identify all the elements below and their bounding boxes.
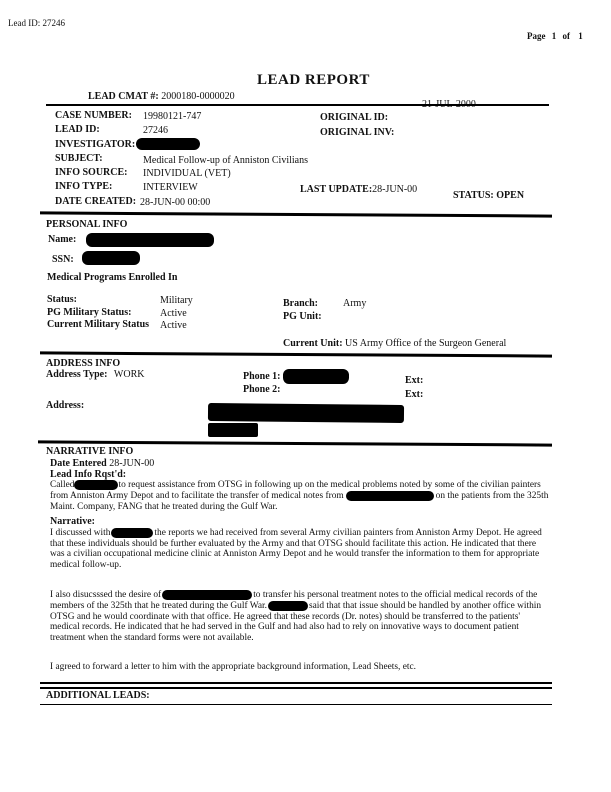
additional-rule-2 — [40, 687, 552, 689]
ssn-label: SSN: — [52, 254, 74, 265]
status-label: STATUS: — [453, 190, 494, 201]
personal-rule — [40, 211, 552, 217]
original-inv-label: ORIGINAL INV: — [320, 127, 395, 138]
redaction-ssn — [82, 251, 140, 265]
page-indicator — [527, 31, 583, 41]
address-rule — [40, 351, 552, 357]
status-value: OPEN — [496, 190, 525, 201]
personal-section: PERSONAL INFO — [46, 219, 128, 230]
subject-label: SUBJECT: — [55, 153, 103, 164]
current-military-value: Active — [160, 320, 187, 331]
last-update-label: LAST UPDATE: — [300, 184, 373, 195]
info-source-value: INDIVIDUAL (VET) — [143, 168, 231, 179]
lead-id-value: 27246 — [143, 125, 168, 136]
pg-military-value: Active — [160, 308, 187, 319]
redaction-p1 — [111, 528, 153, 538]
last-update-value: 28-JUN-00 — [372, 184, 418, 195]
ext1-label: Ext: — [405, 375, 424, 386]
date-entered — [50, 458, 154, 469]
page-number: 1 — [551, 31, 557, 41]
address-type-value: WORK — [113, 369, 145, 380]
redaction-name — [86, 233, 214, 247]
branch-value: Army — [343, 298, 367, 309]
date-entered-label: Date Entered — [50, 458, 107, 469]
header-top-rule — [46, 104, 549, 106]
additional-section: ADDITIONAL LEADS: — [46, 690, 150, 701]
narrative-paragraph-2 — [50, 590, 550, 643]
name-label: Name: — [48, 234, 77, 245]
redaction-address-2 — [208, 423, 258, 437]
pg-military-label: PG Military Status: — [47, 307, 132, 318]
programs-label: Medical Programs Enrolled In — [47, 272, 178, 283]
lead-info-b: to request assistance from OTSG in following up on the medical problems noted by some of the civilian painters from Anniston Army Depot and to facilitate the transfer of medical notes from — [50, 480, 541, 501]
last-update — [300, 184, 417, 195]
address-label: Address: — [46, 400, 85, 411]
page-total: 1 — [578, 31, 583, 41]
current-military-label: Current Military Status — [47, 319, 150, 330]
redaction-notes-source — [346, 491, 434, 501]
status-field-value: Military — [160, 295, 193, 306]
additional-rule-3 — [40, 704, 552, 705]
subject-value: Medical Follow-up of Anniston Civilians — [143, 155, 308, 166]
page-label: Page — [527, 31, 546, 41]
lead-info-a: Called — [50, 480, 75, 491]
date-entered-value: 28-JUN-00 — [109, 458, 155, 469]
cmat-value: 2000180-0000020 — [161, 91, 235, 102]
narrative-section: NARRATIVE INFO — [46, 446, 134, 457]
additional-rule-1 — [40, 682, 552, 684]
redaction-p2-a — [162, 590, 252, 600]
date-created-value: 28-JUN-00 00:00 — [140, 197, 211, 208]
p2-a: I also disucsssed the desire of — [50, 590, 162, 601]
branch-label: Branch: — [283, 298, 318, 309]
lead-info-label: Lead Info Rqst'd: — [50, 469, 127, 480]
info-type-label: INFO TYPE: — [55, 181, 113, 192]
lead-id-corner: Lead ID: 27246 — [8, 18, 65, 28]
phone1-label: Phone 1: — [243, 371, 281, 382]
status-field-label: Status: — [47, 294, 78, 305]
lead-info-c: on the patients from the 325th Maint. Company, FANG that he treated during the Gulf War. — [50, 490, 549, 512]
case-number-label: CASE NUMBER: — [55, 110, 132, 121]
lead-id-label: LEAD ID: — [55, 124, 100, 135]
original-id-label: ORIGINAL ID: — [320, 112, 389, 123]
narrative-paragraph-3: I agreed to forward a letter to him with the appropriate background information, Lead Sheets, etc. — [50, 662, 417, 672]
redaction-p2-b — [268, 601, 308, 611]
current-unit-value: US Army Office of the Surgeon General — [345, 338, 507, 349]
redaction-investigator — [136, 138, 200, 150]
address-type-label: Address Type: — [46, 369, 108, 380]
narrative-label: Narrative: — [50, 516, 95, 527]
cmat-line — [88, 91, 235, 102]
p1-b: the reports we had received from several Army civilian painters from Anniston Army Depot. He agreed that these individuals should be further evaluated by the Army and that OTSG should facilitate this action. He indicated that there was a civilian occupational medicine clinic at Anniston Army Depot and he would transfer the information to them for appropriate medical follow-up. — [50, 528, 542, 570]
lead-info-text — [50, 480, 550, 512]
investigator-label: INVESTIGATOR: — [55, 139, 136, 150]
narrative-paragraph-1 — [50, 528, 550, 571]
date-created-label: DATE CREATED: — [55, 196, 137, 207]
cmat-label: LEAD CMAT #: — [88, 91, 159, 102]
p1-a: I discussed with — [50, 528, 111, 539]
current-unit-label: Current Unit: — [283, 338, 343, 349]
page-of: of — [562, 31, 570, 41]
info-source-label: INFO SOURCE: — [55, 167, 128, 178]
case-number-value: 19980121-747 — [143, 111, 202, 122]
address-type — [46, 369, 144, 380]
page-title: LEAD REPORT — [257, 72, 370, 88]
redaction-address-1 — [208, 403, 404, 423]
redaction-caller — [74, 480, 118, 490]
redaction-phone1 — [283, 369, 349, 384]
p2-c: said that that issue should be handled by another office within OTSG and he would coordinate with that office. He agreed that these records (Dr. notes) should be transferred to the patients' medical records. He indicated that he had served in the Gulf and had also had to rely on innovative ways to document patient treatment when the standard forms were not available. — [50, 600, 542, 643]
current-unit — [283, 338, 506, 349]
status — [453, 190, 524, 201]
info-type-value: INTERVIEW — [143, 182, 198, 193]
p2-b: to transfer his personal treatment notes to the official medical records of the members of the 325th that he treated during the Gulf War. — [50, 590, 538, 611]
phone2-label: Phone 2: — [243, 384, 281, 395]
address-section: ADDRESS INFO — [46, 358, 121, 369]
pg-unit-label: PG Unit: — [283, 311, 322, 322]
ext2-label: Ext: — [405, 389, 424, 400]
